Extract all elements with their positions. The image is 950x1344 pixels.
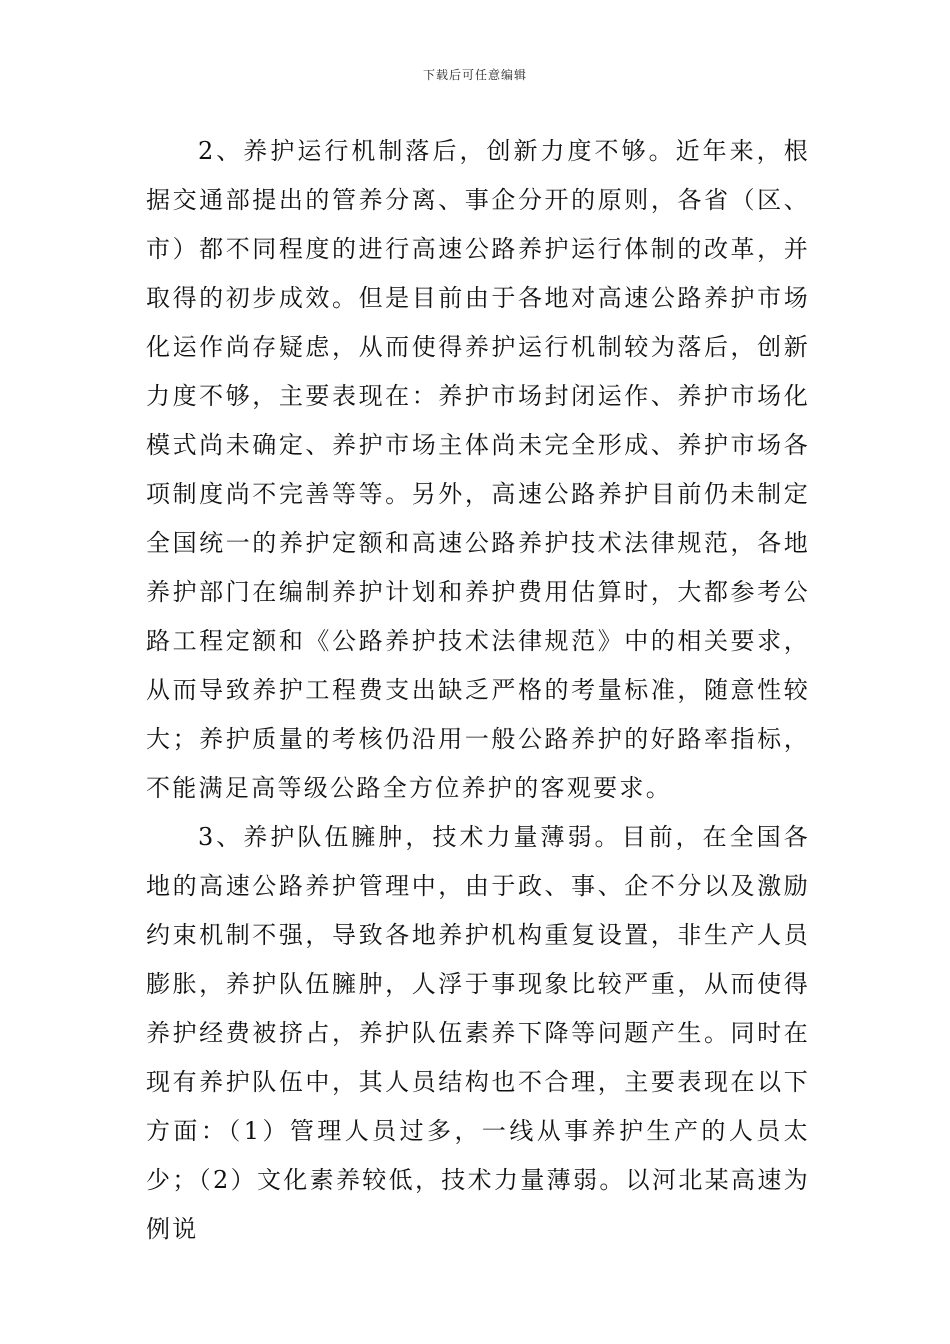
paragraph-maintenance-mechanism: 2、养护运行机制落后，创新力度不够。近年来，根据交通部提出的管养分离、事企分开的原则，各省（区、市）都不同程度的进行高速公路养护运行体制的改革，并取得的初步成效。但是目前由于各地对高速公路养护市场化运作尚存疑虑，从而使得养护运行机制较为落后，创新力度不够，主要表现在：养护市场封闭运作、养护市场化模式尚未确定、养护市场主体尚未完全形成、养护市场各项制度尚不完善等等。另外，高速公路养护目前仍未制定全国统一的养护定额和高速公路养护技术法律规范，各地养护部门在编制养护计划和养护费用估算时，大都参考公路工程定额和《公路养护技术法律规范》中的相关要求，从而导致养护工程费支出缺乏严格的考量标准，随意性较大；养护质量的考核仍沿用一般公路养护的好路率指标，不能满足高等级公路全方位养护的客观要求。 bbox=[146, 137, 810, 802]
document-body bbox=[146, 127, 810, 1254]
paragraph-maintenance-staff: 3、养护队伍臃肿，技术力量薄弱。目前，在全国各地的高速公路养护管理中，由于政、事、企不分以及激励约束机制不强，导致各地养护机构重复设置，非生产人员膨胀，养护队伍臃肿，人浮于事现象比较严重，从而使得养护经费被挤占，养护队伍素养下降等问题产生。同时在现有养护队伍中，其人员结构也不合理，主要表现在以下方面：（1）管理人员过多，一线从事养护生产的人员太少；（2）文化素养较低，技术力量薄弱。以河北某高速为例说 bbox=[146, 823, 810, 1243]
page-header-note: 下载后可任意编辑 bbox=[422, 68, 527, 82]
